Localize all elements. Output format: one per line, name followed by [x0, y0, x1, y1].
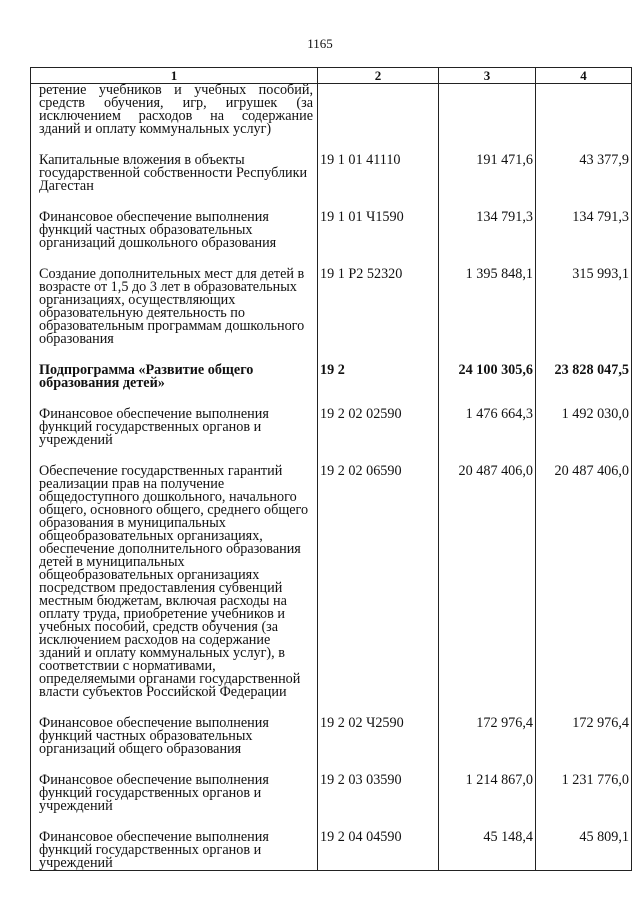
column-header-1: 1 — [31, 68, 318, 84]
row-code — [318, 84, 439, 137]
row-name: Создание дополнительных мест для детей в возрасте от 1,5 до 3 лет в образовательных организациях, осуществляющих образовательную деятельность по образовательным программам дошкольного образования — [31, 268, 318, 346]
row-value-col4: 315 993,1 — [536, 268, 632, 346]
row-value-col4: 23 828 047,5 — [536, 364, 632, 390]
row-value-col3: 191 471,6 — [439, 154, 536, 193]
row-code: 19 1 P2 52320 — [318, 268, 439, 346]
row-code: 19 2 02 Ч2590 — [318, 717, 439, 756]
row-code: 19 2 — [318, 364, 439, 390]
table-row — [31, 154, 632, 193]
row-value-col3: 45 148,4 — [439, 831, 536, 871]
row-name: Финансовое обеспечение выполнения функций государственных органов и учреждений — [31, 408, 318, 447]
row-value-col4: 172 976,4 — [536, 717, 632, 756]
table-row — [31, 84, 632, 137]
table-row — [31, 268, 632, 346]
row-value-col4: 20 487 406,0 — [536, 465, 632, 699]
table-row — [31, 717, 632, 756]
row-code: 19 2 02 02590 — [318, 408, 439, 447]
budget-table — [30, 67, 632, 871]
table-row — [31, 774, 632, 813]
row-value-col3: 172 976,4 — [439, 717, 536, 756]
row-name: Подпрограмма «Развитие общего образования детей» — [31, 364, 318, 390]
row-value-col3 — [439, 84, 536, 137]
page-number: 1165 — [307, 36, 333, 51]
row-code: 19 2 02 06590 — [318, 465, 439, 699]
row-value-col3: 1 476 664,3 — [439, 408, 536, 447]
row-code: 19 1 01 Ч1590 — [318, 211, 439, 250]
row-value-col4 — [536, 84, 632, 137]
row-name: Финансовое обеспечение выполнения функций государственных органов и учреждений — [31, 774, 318, 813]
row-value-col3: 20 487 406,0 — [439, 465, 536, 699]
column-header-2: 2 — [318, 68, 439, 84]
row-value-col4: 45 809,1 — [536, 831, 632, 871]
row-value-col4: 1 231 776,0 — [536, 774, 632, 813]
row-value-col4: 43 377,9 — [536, 154, 632, 193]
table-row — [31, 831, 632, 871]
row-value-col4: 1 492 030,0 — [536, 408, 632, 447]
row-name: Финансовое обеспечение выполнения функций частных образовательных организаций общего образования — [31, 717, 318, 756]
table-row — [31, 465, 632, 699]
row-code: 19 2 04 04590 — [318, 831, 439, 871]
table-row — [31, 408, 632, 447]
row-name: Финансовое обеспечение выполнения функций государственных органов и учреждений — [31, 831, 318, 871]
table-row-subprogram — [31, 364, 632, 390]
row-value-col4: 134 791,3 — [536, 211, 632, 250]
row-code: 19 1 01 41110 — [318, 154, 439, 193]
row-code: 19 2 03 03590 — [318, 774, 439, 813]
row-name: Обеспечение государственных гарантий реализации прав на получение общедоступного дошкольного, начального общего, основного общего, среднего общего образования в муниципальных общеобразовательных организациях, обеспечение дополнительного образования детей в муниципальных общеобразовательных организациях посредством предоставления субвенций местным бюджетам, включая расходы на оплату труда, приобретение учебников и учебных пособий, средств обучения (за исключением расходов на содержание зданий и оплату коммунальных услуг), в соответствии с нормативами, определяемыми органами государственной власти субъектов Российской Федерации — [31, 465, 318, 699]
row-name: ретение учебников и учебных пособий, средств обучения, игр, игрушек (за исключением расходов на содержание зданий и оплату коммунальных услуг) — [31, 84, 318, 137]
row-name: Финансовое обеспечение выполнения функций частных образовательных организаций дошкольного образования — [31, 211, 318, 250]
column-header-3: 3 — [439, 68, 536, 84]
table-row — [31, 211, 632, 250]
row-value-col3: 1 395 848,1 — [439, 268, 536, 346]
row-value-col3: 134 791,3 — [439, 211, 536, 250]
row-value-col3: 24 100 305,6 — [439, 364, 536, 390]
column-header-4: 4 — [536, 68, 632, 84]
row-name: Капитальные вложения в объекты государственной собственности Республики Дагестан — [31, 154, 318, 193]
row-value-col3: 1 214 867,0 — [439, 774, 536, 813]
